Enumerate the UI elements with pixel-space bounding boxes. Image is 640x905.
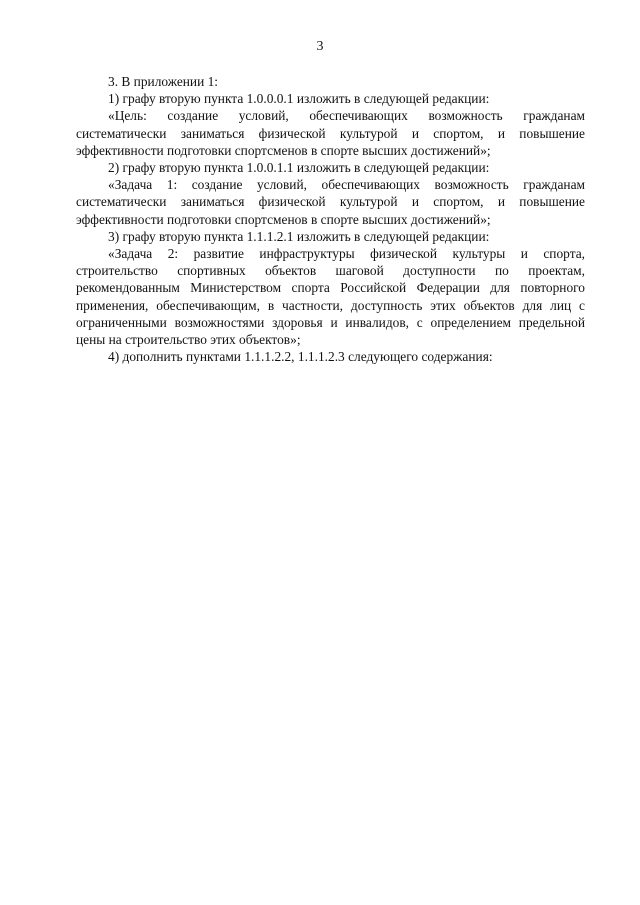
paragraph-task-2-text: «Задача 2: развитие инфраструктуры физической культуры и спорта, строительство спортивных объектов шаговой доступности по проектам, рекомендованным Министерством спорта Российской Федерации для повторного применения, обеспечивающим, в частности, доступность этих объектов для лиц с ограниченными возможностями здоровья и инвалидов, с определением предельной цены на строительство этих объектов»;: [76, 246, 585, 348]
paragraph-goal-text: «Цель: создание условий, обеспечивающих возможность гражданам систематически заниматься физической культурой и спортом, и повышение эффективности подготовки спортсменов в спорте высших достижений»;: [76, 108, 585, 158]
page-number: 3: [316, 39, 324, 54]
paragraph-section-3: 3. В приложении 1:: [108, 74, 219, 89]
paragraph-task-1-text: «Задача 1: создание условий, обеспечивающих возможность гражданам систематически заниматься физической культурой и спортом, и повышение эффективности подготовки спортсменов в спорте высших достижений»;: [76, 177, 585, 227]
paragraph-item-1: 1) графу вторую пункта 1.0.0.0.1 изложить в следующей редакции:: [108, 91, 490, 107]
paragraph-item-4: 4) дополнить пунктами 1.1.1.2.2, 1.1.1.2.3 следующего содержания:: [108, 349, 493, 365]
document-body: [76, 73, 585, 365]
paragraph-item-2: 2) графу вторую пункта 1.0.0.1.1 изложить в следующей редакции:: [108, 160, 490, 176]
paragraph-item-3: 3) графу вторую пункта 1.1.1.2.1 изложить в следующей редакции:: [108, 228, 490, 244]
